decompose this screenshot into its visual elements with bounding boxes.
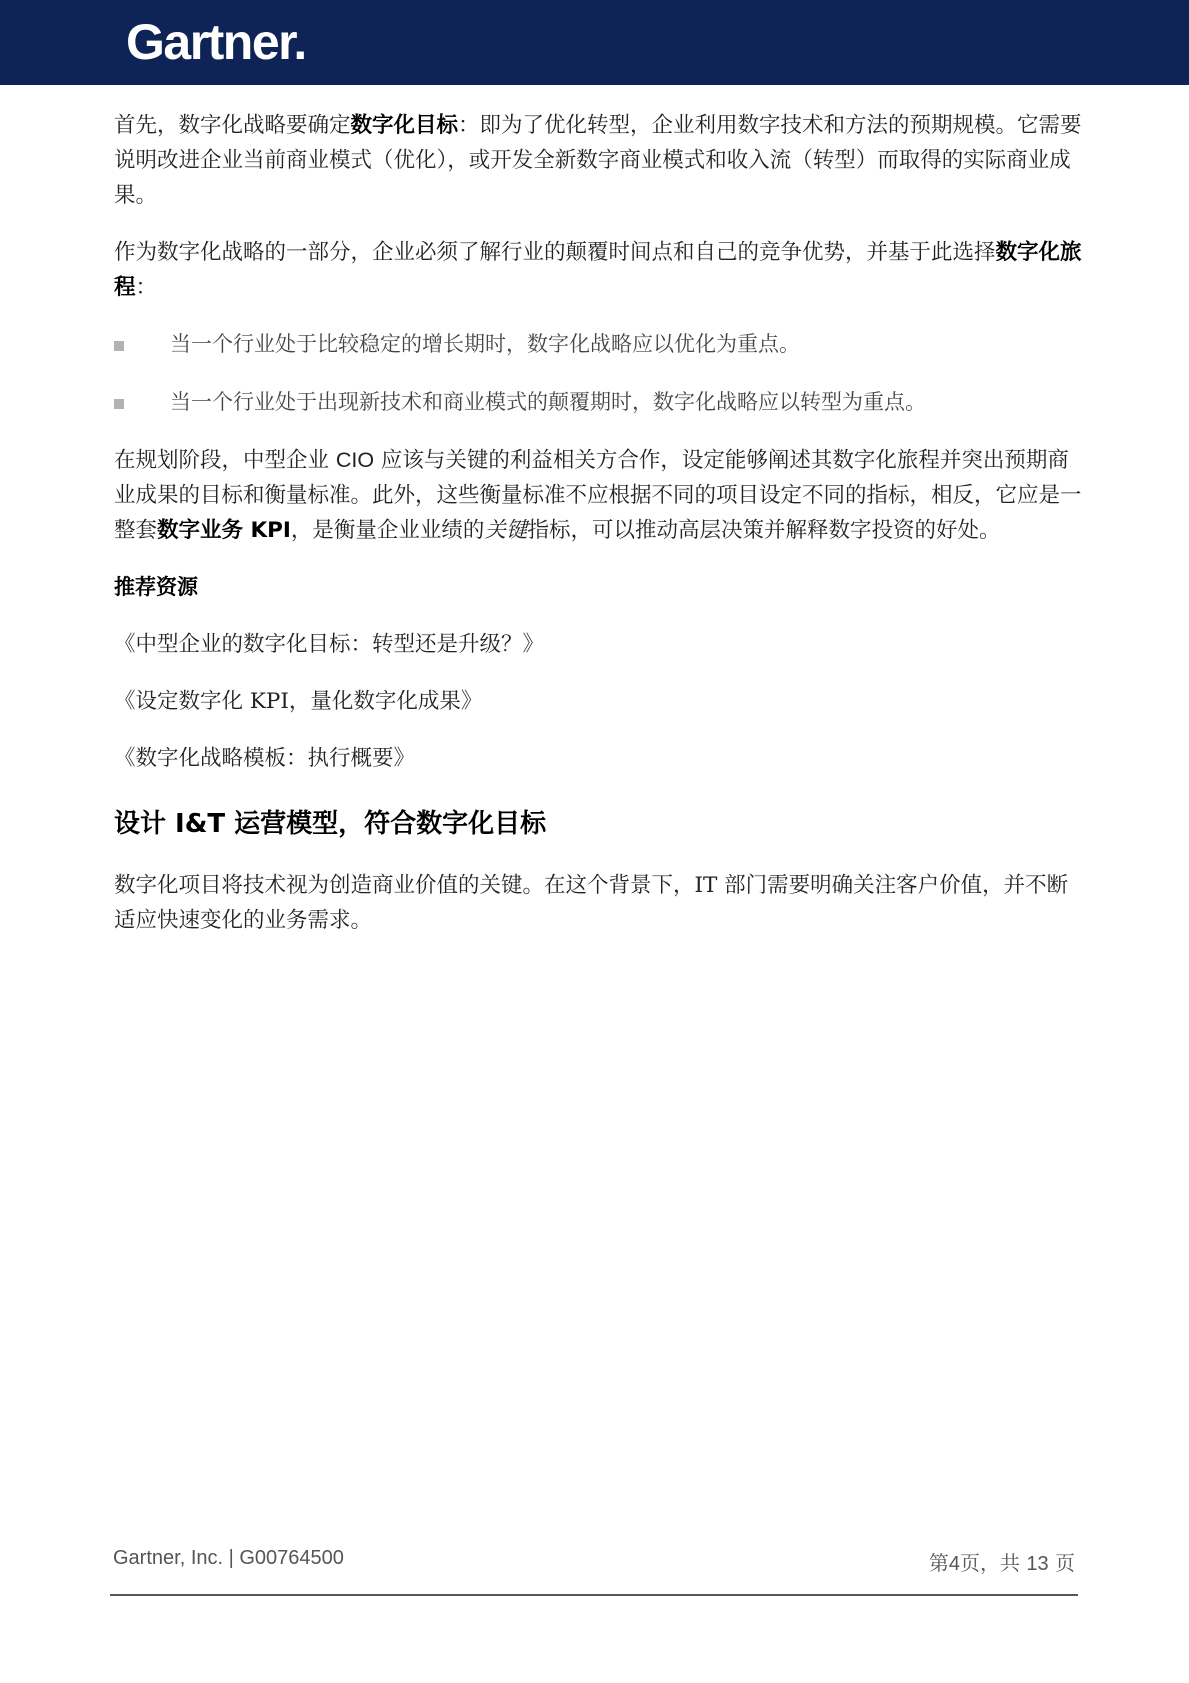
p3-italic-term: 关键 [484, 518, 528, 543]
gartner-logo: Gartner. [126, 14, 306, 70]
section-title: 设计 I&T 运营模型，符合数字化目标 [114, 809, 547, 839]
p1-text-end: ：即为了优化转型，企业利用数字技术和方法的预期规模。它需要说明改进企业当前商业模式（优化），或开发全新数字商业模式和收入流（转型）而取得的实际商业成果。 [114, 113, 1082, 208]
page-separator: 页，共 [960, 1551, 1027, 1575]
page-current: 4 [948, 1553, 961, 1575]
p3-bold-term: 数字业务 KPI [157, 518, 291, 543]
paragraph-digital-journey [114, 235, 1082, 305]
resource-link[interactable]: 《中型企业的数字化目标：转型还是升级？》 [114, 632, 545, 657]
paragraph-it-operating-model: 数字化项目将技术视为创造商业价值的关键。在这个背景下，IT 部门需要明确关注客户价值，并不断适应快速变化的业务需求。 [114, 873, 1069, 933]
header-bar [0, 0, 1189, 85]
bullet-list [114, 327, 1082, 419]
page-suffix: 页 [1048, 1551, 1075, 1575]
square-bullet-icon [114, 399, 124, 409]
bullet-text: 当一个行业处于比较稳定的增长期时，数字化战略应以优化为重点。 [170, 332, 800, 356]
list-item [114, 327, 1082, 361]
p1-bold-term: 数字化目标 [350, 113, 459, 138]
paragraph-planning [114, 443, 1082, 548]
footer-divider [110, 1594, 1078, 1596]
p3-text-mid: 应该与关键的利益相关方合作，设定能够阐述其数字化旅程并突出预期商业成果的目标和衡量标准。此外，这些衡量标准不应根据不同的项目设定不同的指标，相反，它应是一整套 [114, 448, 1082, 543]
p3-text-end: 指标，可以推动高层决策并解释数字投资的好处。 [527, 518, 1001, 543]
resource-link[interactable]: 《设定数字化 KPI，量化数字化成果》 [114, 689, 483, 714]
page-prefix: 第 [928, 1551, 949, 1575]
footer-publisher: Gartner, Inc. | G00764500 [113, 1547, 344, 1569]
square-bullet-icon [114, 341, 124, 351]
p1-text-start: 首先，数字化战略要确定 [114, 113, 351, 138]
p3-cio: CIO [335, 448, 375, 472]
footer-page-number [929, 1547, 1075, 1576]
list-item [114, 385, 1082, 419]
resources-heading: 推荐资源 [114, 575, 198, 599]
document-body [114, 108, 1082, 960]
paragraph-digital-goals [114, 108, 1082, 213]
bullet-text: 当一个行业处于出现新技术和商业模式的颠覆期时，数字化战略应以转型为重点。 [170, 390, 926, 414]
p3-text-start: 在规划阶段，中型企业 [114, 448, 336, 473]
resource-link[interactable]: 《数字化战略模板：执行概要》 [114, 746, 416, 771]
p3-text-mid2: ，是衡量企业业绩的 [290, 518, 485, 543]
p2-text-start: 作为数字化战略的一部分，企业必须了解行业的颠覆时间点和自己的竞争优势，并基于此选择 [114, 240, 996, 265]
page-total: 13 [1026, 1553, 1049, 1575]
p2-text-end: ： [135, 275, 158, 300]
p2-bold-term: 数字化旅程 [114, 240, 1082, 300]
